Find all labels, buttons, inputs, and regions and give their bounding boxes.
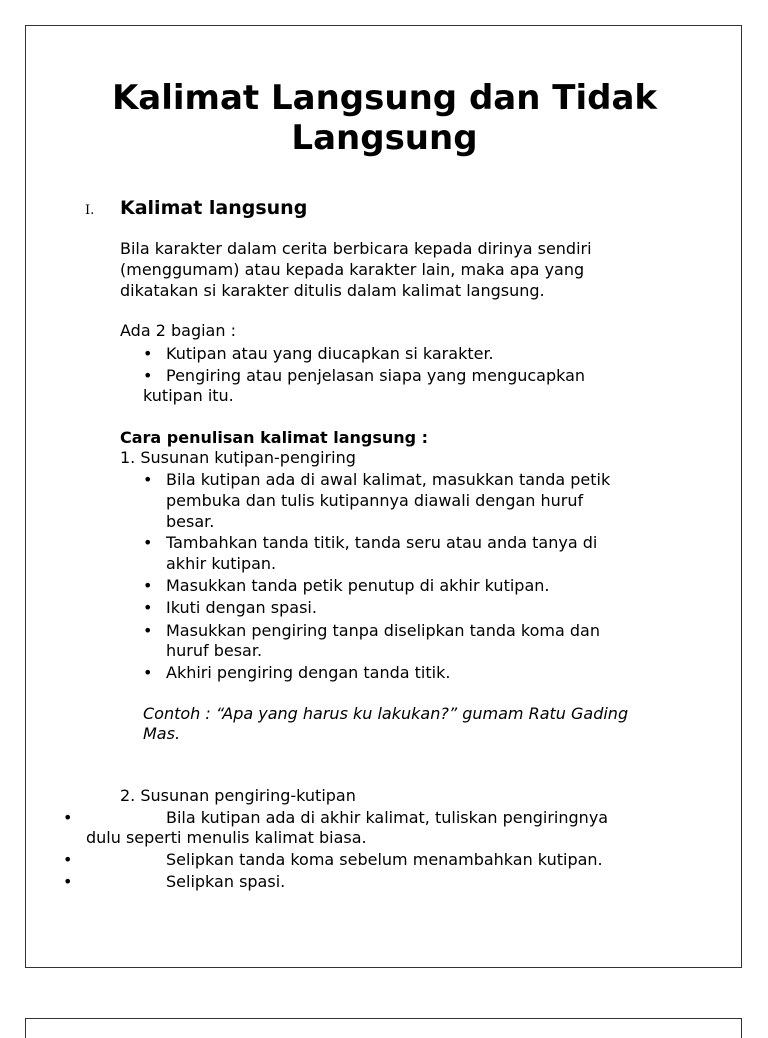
list-item-continuation: pembuka dan tulis kutipannya diawali dengan huruf — [166, 491, 584, 510]
bullet-icon: • — [63, 850, 73, 869]
page-title-line-2: Langsung — [291, 118, 478, 158]
list-item: Masukkan tanda petik penutup di akhir kutipan. — [166, 576, 550, 595]
bullet-icon: • — [63, 808, 73, 827]
list-item-continuation: besar. — [166, 512, 215, 531]
list-item: Masukkan pengiring tanpa diselipkan tanda koma dan — [166, 621, 600, 640]
list-item: Selipkan tanda koma sebelum menambahkan kutipan. — [166, 850, 603, 869]
list-item-continuation: kutipan itu. — [143, 386, 234, 405]
list-item: Kutipan atau yang diucapkan si karakter. — [166, 344, 494, 363]
list-item: Tambahkan tanda titik, tanda seru atau anda tanya di — [166, 533, 598, 552]
bullet-icon: • — [143, 366, 153, 385]
bullet-icon: • — [143, 344, 153, 363]
list-item-continuation: dulu seperti menulis kalimat biasa. — [86, 828, 367, 847]
parts-intro: Ada 2 bagian : — [120, 321, 236, 340]
list-item-continuation: huruf besar. — [166, 641, 263, 660]
list-item: Bila kutipan ada di akhir kalimat, tuliskan pengiringnya — [166, 808, 609, 827]
example-line: Contoh : “Apa yang harus ku lakukan?” gumam Ratu Gading — [143, 704, 629, 723]
section-numeral: I. — [85, 203, 95, 218]
intro-paragraph-line: (menggumam) atau kepada karakter lain, maka apa yang — [120, 260, 585, 279]
next-page-edge — [25, 1018, 742, 1038]
section-heading: Kalimat langsung — [120, 197, 308, 219]
list-item: Akhiri pengiring dengan tanda titik. — [166, 663, 451, 682]
page-title-line-1: Kalimat Langsung dan Tidak — [111, 78, 658, 118]
bullet-icon: • — [143, 533, 153, 552]
bullet-icon: • — [143, 470, 153, 489]
bullet-icon: • — [143, 663, 153, 682]
bullet-icon: • — [63, 872, 73, 891]
list-item: Pengiring atau penjelasan siapa yang mengucapkan — [166, 366, 586, 385]
document-page — [25, 25, 742, 968]
method-1-title: 1. Susunan kutipan-pengiring — [120, 448, 356, 467]
bullet-icon: • — [143, 576, 153, 595]
list-item: Bila kutipan ada di awal kalimat, masukkan tanda petik — [166, 470, 611, 489]
list-item: Selipkan spasi. — [166, 872, 286, 891]
list-item-continuation: akhir kutipan. — [166, 554, 277, 573]
method-2-title: 2. Susunan pengiring-kutipan — [120, 786, 356, 805]
bullet-icon: • — [143, 598, 153, 617]
method-heading: Cara penulisan kalimat langsung : — [120, 428, 429, 447]
example-line: Mas. — [143, 724, 181, 743]
bullet-icon: • — [143, 621, 153, 640]
list-item: Ikuti dengan spasi. — [166, 598, 317, 617]
intro-paragraph-line: Bila karakter dalam cerita berbicara kepada dirinya sendiri — [120, 239, 592, 258]
intro-paragraph-line: dikatakan si karakter ditulis dalam kalimat langsung. — [120, 281, 545, 300]
